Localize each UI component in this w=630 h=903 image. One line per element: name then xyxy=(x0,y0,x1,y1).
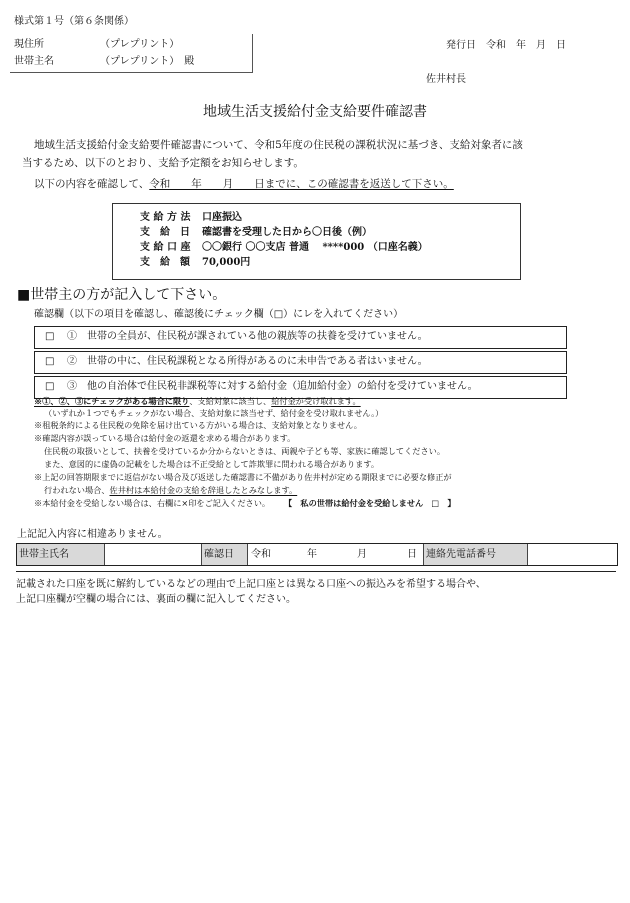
payment-account-row xyxy=(140,242,428,254)
decline-checkbox-field[interactable]: 【 私の世帯は給付金を受給しません □ 】 xyxy=(288,498,456,508)
payment-amount-label: 支 給 額 xyxy=(140,257,190,268)
address-block xyxy=(10,34,253,73)
intro-line-1: 地域生活支援給付金支給要件確認書について、令和5年度の住民税の課税状況に基づき、支給対象者に該 xyxy=(34,139,523,151)
confirm-text: 上記記入内容に相違ありません。 xyxy=(17,529,168,540)
issuer: 佐井村長 xyxy=(426,74,466,85)
householder-name-label: 世帯主氏名 xyxy=(17,544,105,565)
confirm-date-label: 確認日 xyxy=(202,544,248,565)
divider xyxy=(16,571,616,572)
footer-line-2: 上記口座欄が空欄の場合には、裏面の欄に記入してください。 xyxy=(16,594,296,605)
checklist-text-3: ③ 他の自治体で住民税非課税等に対する給付金（追加給付金）の給付を受けていません。 xyxy=(67,381,478,392)
note-4: ※確認内容が誤っている場合は給付金の返還を求める場合があります。 xyxy=(34,433,296,443)
note-7: ※上記の回答期限までに返信がない場合及び返送した確認書に不備があり佐井村が定める期限までに必要な修正が xyxy=(34,472,452,482)
payment-date-row xyxy=(140,227,372,239)
intro-line-3-prefix: 以下の内容を確認して、 xyxy=(34,178,150,190)
date-year: 年 xyxy=(307,548,317,560)
note-5: 住民税の取扱いとして、扶養を受けているか分からないときは、両親や子ども等、家族に確認してください。 xyxy=(44,446,446,456)
note-6: また、意図的に虚偽の記載をした場合は不正受給として詐欺罪に問われる場合があります。 xyxy=(44,459,380,469)
address-value: （プレプリント） xyxy=(100,39,180,50)
householder-label: 世帯主名 xyxy=(14,56,54,67)
payment-method-row xyxy=(140,212,242,224)
intro-line-2: 当するため、以下のとおり、支給予定額をお知らせします。 xyxy=(22,157,304,169)
date-day: 日 xyxy=(407,548,417,560)
payment-date-label: 支 給 日 xyxy=(140,227,190,238)
checklist-text-2: ② 世帯の中に、住民税課税となる所得があるのに未申告である者はいません。 xyxy=(67,356,428,367)
checkbox-1[interactable]: □ xyxy=(45,331,55,342)
confirm-date-field[interactable] xyxy=(248,544,424,565)
address-label: 現住所 xyxy=(14,39,44,50)
signature-table xyxy=(16,543,618,566)
note-1 xyxy=(34,397,361,407)
form-number: 様式第１号（第６条関係） xyxy=(14,16,134,27)
note-9-text: ※本給付金を受給しない場合は、右欄に×印をご記入ください。 xyxy=(34,498,271,508)
footer-line-1: 記載された口座を既に解約しているなどの理由で上記口座とは異なる口座への振込みを希望する場合や、 xyxy=(16,579,486,590)
phone-label: 連絡先電話番号 xyxy=(424,544,528,565)
date-month: 月 xyxy=(357,548,367,560)
section-heading: ■世帯主の方が記入して下さい。 xyxy=(17,287,227,303)
document-title: 地域生活支援給付金支給要件確認書 xyxy=(203,104,427,120)
intro-line-3 xyxy=(34,178,454,191)
note-1-bold: ※①、②、③にチェックがある場合に限り xyxy=(34,396,190,406)
payment-amount-row xyxy=(140,257,250,269)
checklist-item-1 xyxy=(34,326,567,349)
note-8-prefix: 行われない場合、 xyxy=(44,485,110,495)
note-8 xyxy=(44,486,297,496)
payment-date-value: 確認書を受理した日から〇日後（例） xyxy=(202,227,372,238)
payment-method-value: 口座振込 xyxy=(202,212,242,223)
payment-info-box xyxy=(112,203,521,280)
checklist xyxy=(34,326,567,401)
householder-name-field[interactable] xyxy=(105,544,202,565)
payment-account-label: 支 給 口 座 xyxy=(140,242,191,253)
householder-row xyxy=(14,56,194,68)
note-1-mid: 、支給対象に該当し、 xyxy=(189,396,272,406)
checklist-text-1: ① 世帯の全員が、住民税が課されている他の親族等の扶養を受けていません。 xyxy=(67,331,428,342)
payment-account-value: 〇〇銀行 〇〇支店 普通 ****000 （口座名義） xyxy=(202,242,428,253)
note-9 xyxy=(34,499,456,509)
checklist-item-2 xyxy=(34,351,567,374)
payment-amount-value: 70,000円 xyxy=(202,257,251,268)
date-era: 令和 xyxy=(251,548,271,560)
check-instruction: 確認欄（以下の項目を確認し、確認後にチェック欄（□）にレを入れてください） xyxy=(34,309,404,320)
phone-field[interactable] xyxy=(528,544,617,565)
householder-value: （プレプリント） 殿 xyxy=(100,56,195,67)
address-row xyxy=(14,39,179,51)
note-2: （いずれか１つでもチェックがない場合、支給対象に該当せず、給付金を受け取れません。） xyxy=(44,408,384,418)
checkbox-3[interactable]: □ xyxy=(45,381,55,392)
payment-method-label: 支 給 方 法 xyxy=(140,212,191,223)
return-deadline: 令和 年 月 日までに、この確認書を返送して下さい。 xyxy=(149,178,454,190)
issue-date: 発行日 令和 年 月 日 xyxy=(446,40,566,51)
note-3: ※租税条約による住民税の免除を届け出ている方がいる場合は、支給対象となりません。 xyxy=(34,420,362,430)
note-8-underlined: 佐井村は本給付金の支給を辞退したとみなします。 xyxy=(109,485,298,495)
checkbox-2[interactable]: □ xyxy=(45,356,55,367)
note-1-underlined: 給付金が受け取れます。 xyxy=(271,396,361,406)
